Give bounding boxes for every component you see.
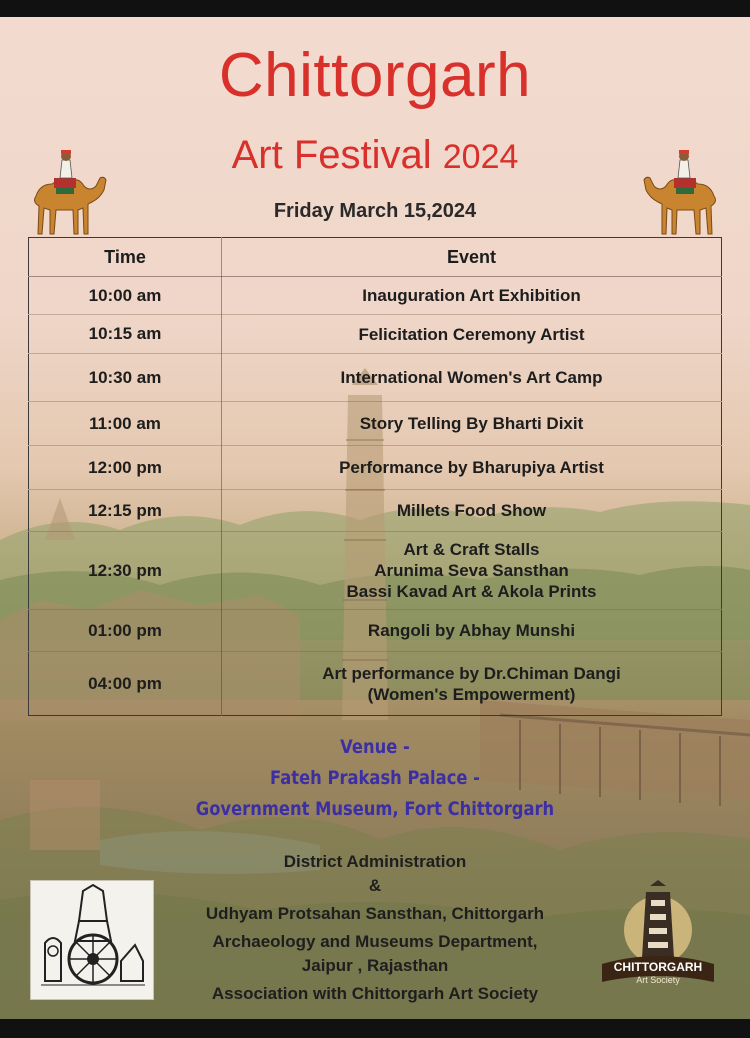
- table-row: [29, 354, 722, 402]
- event-cell: [222, 652, 722, 716]
- event-text: (Women's Empowerment): [367, 684, 576, 704]
- event-text: Performance by Bharupiya Artist: [339, 458, 604, 477]
- top-border: [0, 0, 750, 17]
- schedule-header-row: [29, 238, 722, 277]
- event-cell: [222, 446, 722, 490]
- festival-year: 2024: [442, 138, 519, 176]
- time-cell: 12:15 pm: [29, 490, 222, 532]
- art-society-brand: CHITTORGARH: [613, 960, 703, 974]
- camel-rider-icon: [640, 148, 724, 240]
- venue-museum: Government Museum, Fort Chittorgarh: [195, 798, 555, 820]
- event-cell: [222, 315, 722, 354]
- event-text: Art performance by Dr.Chiman Dangi: [322, 663, 621, 683]
- organizer-archaeology: Archaeology and Museums Department,: [212, 932, 538, 951]
- time-column-header: Time: [29, 238, 222, 277]
- organizer-district: District Administration: [283, 852, 467, 871]
- event-text: Millets Food Show: [396, 501, 547, 520]
- time-cell: 01:00 pm: [29, 610, 222, 652]
- table-row: [29, 610, 722, 652]
- table-row: [29, 277, 722, 315]
- time-cell: 04:00 pm: [29, 652, 222, 716]
- event-cell: [222, 277, 722, 315]
- event-text: Arunima Seva Sansthan: [374, 561, 569, 580]
- organizer-association: Association with Chittorgarh Art Society: [211, 984, 539, 1003]
- archaeology-logo: [30, 880, 154, 1000]
- table-row: [29, 490, 722, 532]
- organizer-udhyam: Udhyam Protsahan Sansthan, Chittorgarh: [205, 904, 545, 923]
- festival-date: Friday March 15,2024: [273, 200, 477, 222]
- venue-label: Venue -: [340, 736, 410, 758]
- organizers-block: [160, 850, 590, 1006]
- table-row: [29, 532, 722, 610]
- table-row: [29, 652, 722, 716]
- organizer-jaipur: Jaipur , Rajasthan: [301, 956, 449, 975]
- event-column-header: Event: [222, 238, 722, 277]
- venue-palace: Fateh Prakash Palace -: [270, 767, 480, 789]
- event-text: International Women's Art Camp: [340, 368, 603, 387]
- event-text: Bassi Kavad Art & Akola Prints: [346, 582, 597, 601]
- time-cell: 11:00 am: [29, 402, 222, 446]
- venue-block: [0, 732, 750, 825]
- event-cell: [222, 402, 722, 446]
- event-cell: [222, 354, 722, 402]
- event-text: Rangoli by Abhay Munshi: [367, 621, 576, 640]
- event-text: Art & Craft Stalls: [403, 540, 540, 559]
- time-cell: 10:15 am: [29, 315, 222, 354]
- bottom-border: [0, 1019, 750, 1038]
- event-text: Felicitation Ceremony Artist: [358, 324, 585, 344]
- event-text: Story Telling By Bharti Dixit: [359, 414, 584, 433]
- event-text: Inauguration Art Exhibition: [362, 286, 581, 305]
- festival-subtitle-text: Art Festival: [231, 133, 432, 177]
- table-row: [29, 402, 722, 446]
- time-cell: 10:00 am: [29, 277, 222, 315]
- table-row: [29, 315, 722, 354]
- festival-subtitle: [0, 133, 750, 178]
- archaeology-emblem-icon: [31, 881, 153, 999]
- time-cell: 12:00 pm: [29, 446, 222, 490]
- event-cell: [222, 490, 722, 532]
- art-society-sub: Art Society: [636, 975, 680, 985]
- art-society-logo: [596, 878, 720, 998]
- schedule-table: [28, 237, 722, 716]
- time-cell: 12:30 pm: [29, 532, 222, 610]
- organizer-ampersand: &: [368, 876, 382, 895]
- event-cell: [222, 532, 722, 610]
- festival-title: Chittorgarh: [218, 41, 532, 110]
- camel-rider-icon: [26, 148, 110, 240]
- time-cell: 10:30 am: [29, 354, 222, 402]
- table-row: [29, 446, 722, 490]
- event-cell: [222, 610, 722, 652]
